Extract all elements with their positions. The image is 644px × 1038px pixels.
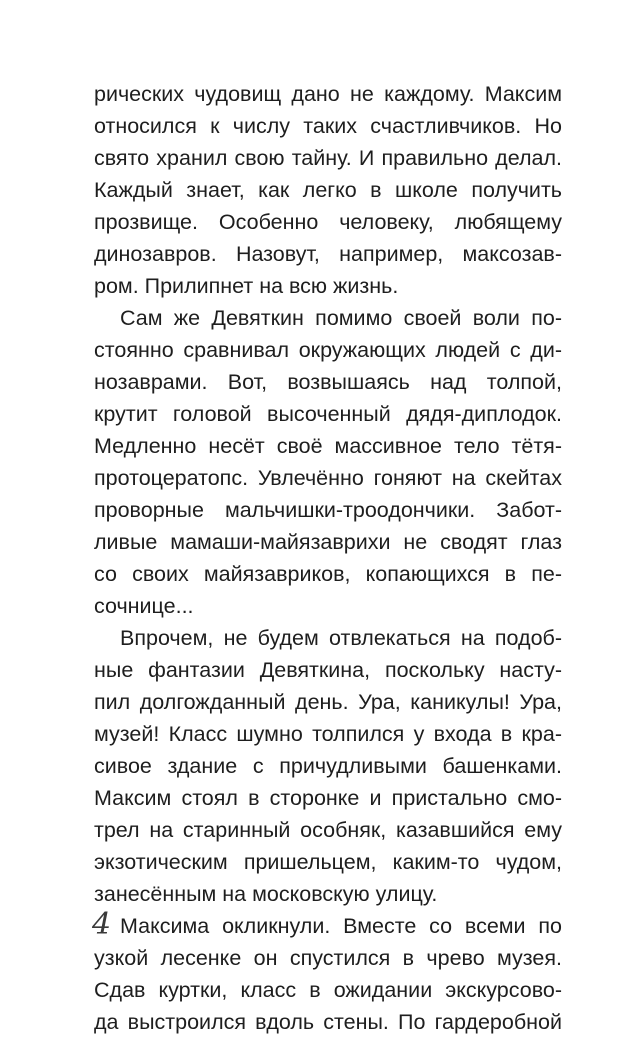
text-line: Максим стоял в сторонке и пристально смо- [94,786,562,810]
text-line: сочнице... [94,594,194,618]
text-line: Сам же Девяткин помимо своей воли по- [120,306,562,330]
text-line: нозаврами. Вот, возвышаясь над толпой, [94,370,562,394]
text-line: ливые мамаши-майязаврихи не сводят глаз [94,530,562,554]
text-line: относился к числу таких счастливчиков. Но [94,114,562,138]
text-line: ром. Прилипнет на всю жизнь. [94,274,399,298]
text-line: Каждый знает, как легко в школе получить [94,178,562,202]
page-number: 4 [92,907,112,942]
text-line: узкой лесенке он спустился в чрево музея. [94,946,562,970]
text-line: Медленно несёт своё массивное тело тётя- [94,434,562,458]
text-line: протоцератопс. Увлечённо гоняют на скейтах [94,466,562,490]
text-line: Максима окликнули. Вместе со всеми по [120,914,562,938]
text-line: рических чудовищ дано не каждому. Максим [94,82,562,106]
text-line: трел на старинный особняк, казавшийся ему [94,818,562,842]
text-line: музей! Класс шумно толпился у входа в кра- [94,722,562,746]
text-line: да выстроился вдоль стены. По гардеробной [94,1010,562,1034]
text-line: прозвище. Особенно человеку, любящему [94,210,562,234]
text-line: проворные мальчишки-троодончики. Забот- [94,498,562,522]
text-line: ные фантазии Девяткина, поскольку насту- [94,658,562,682]
text-line: экзотическим пришельцем, каким-то чудом, [94,850,562,874]
body-text [94,78,562,1038]
text-line: динозавров. Назовут, например, максозав- [94,242,562,266]
text-line: стоянно сравнивал окружающих людей с ди- [94,338,562,362]
text-line: сивое здание с причудливыми башенками. [94,754,562,778]
text-line: со своих майязавриков, копающихся в пе- [94,562,562,586]
text-line: Сдав куртки, класс в ожидании экскурсово- [94,978,562,1002]
text-line: занесённым на московскую улицу. [94,882,438,906]
text-line: пил долгожданный день. Ура, каникулы! Ура, [94,690,562,714]
text-line: крутит головой высоченный дядя-диплодок. [94,402,562,426]
text-line: свято хранил свою тайну. И правильно делал. [94,146,562,170]
text-line: Впрочем, не будем отвлекаться на подоб- [120,626,562,650]
